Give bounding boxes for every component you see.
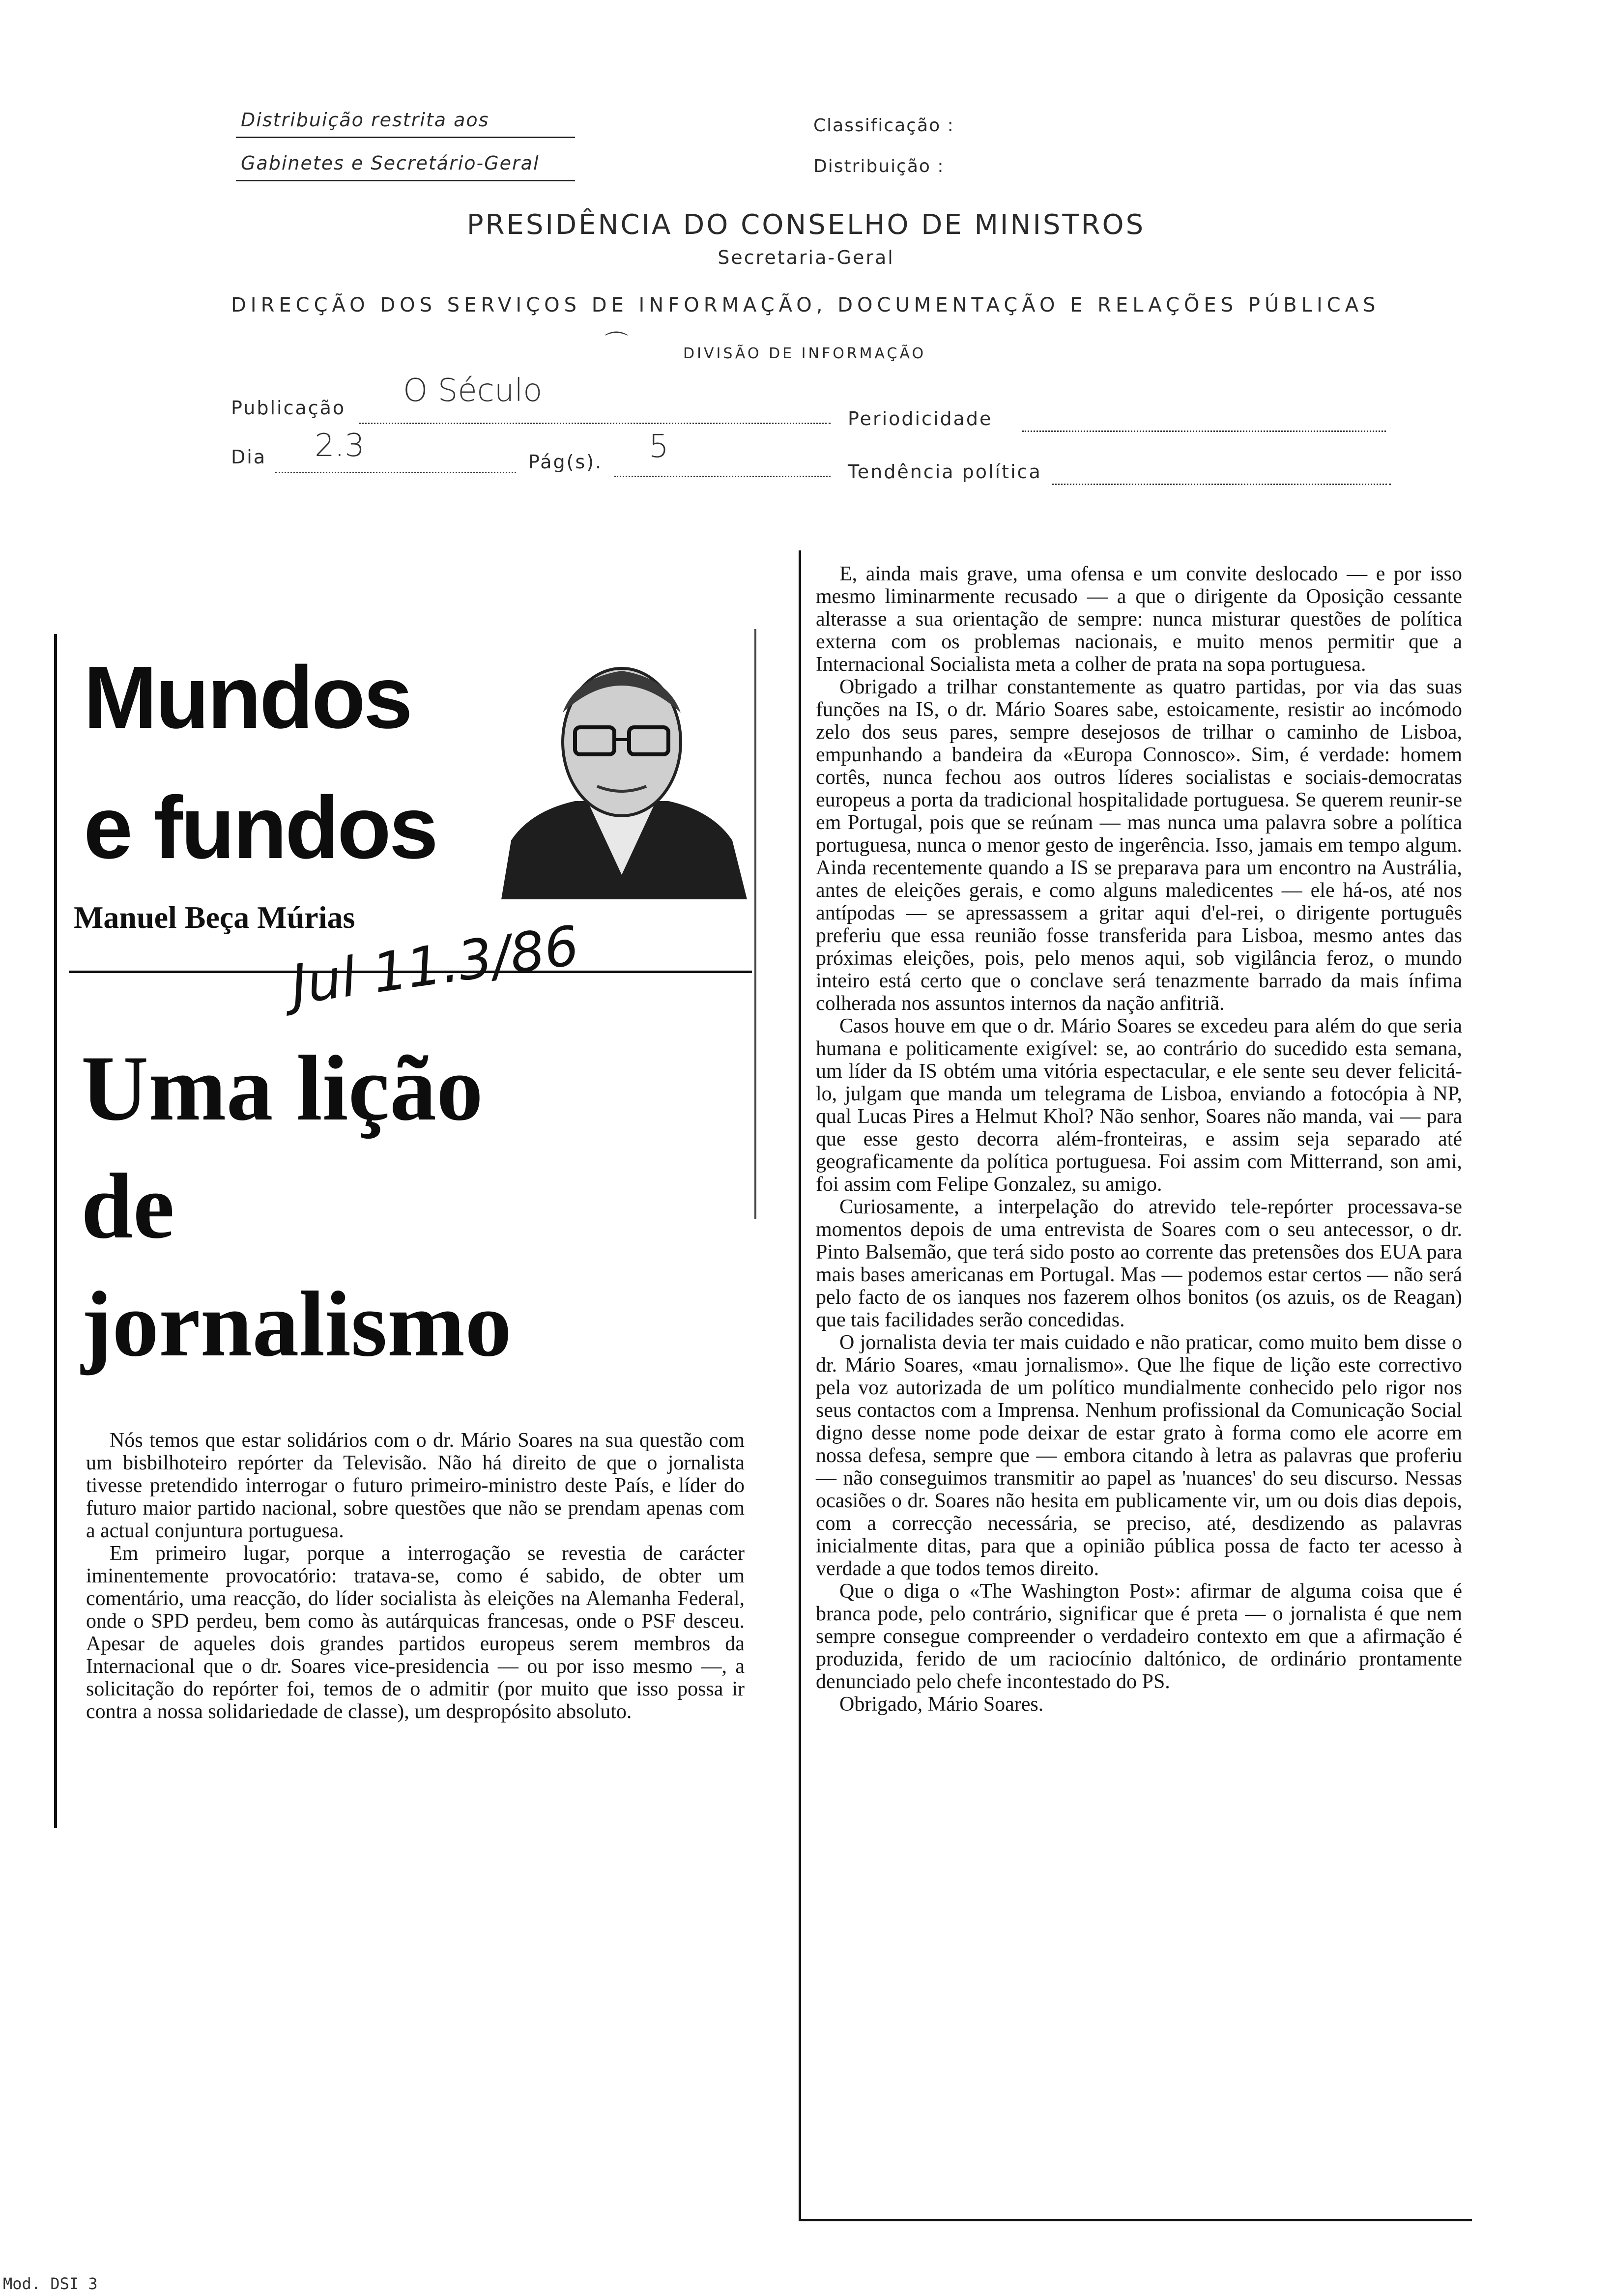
restriction-line-2: Gabinetes e Secretário-Geral — [241, 152, 540, 174]
distribution-label: Distribuição : — [813, 156, 945, 176]
periodicity-line — [1022, 430, 1386, 432]
publication-value: O Século — [403, 373, 543, 409]
body-paragraph: Que o diga o «The Washington Post»: afirmar de alguma coisa que é branca pode, pelo contrário, significar que é preta — o jornalista é que nem sempre consegue compreender o verdadeiro contexto em que a afirmação é produzida, ferido de um raciocínio daltónico, de ordinário prontamente denunciado pelo chefe incontestado do PS. — [816, 1580, 1462, 1693]
body-paragraph: Casos houve em que o dr. Mário Soares se excedeu para além do que seria humana e politicamente exigível: se, ao contrário do sucedido esta semana, um líder da IS obtém uma vitória espectacular, e ele sente seu dever felicitá-lo, julgam que manda um telegrama de Lisboa, enviando a fotocópia à NP, qual Lucas Pires a Helmut Khol? Não senhor, Soares não manda, vai — para que esse gesto decorra além-fronteiras, e assim seja separado até geograficamente da política portuguesa. Foi assim com Mitterrand, son ami, foi assim com Felipe Gonzalez, su amigo. — [816, 1015, 1462, 1196]
directorate-title: DIRECÇÃO DOS SERVIÇOS DE INFORMAÇÃO, DOCUMENTAÇÃO E RELAÇÕES PÚBLICAS — [231, 294, 1380, 316]
presidency-title: PRESIDÊNCIA DO CONSELHO DE MINISTROS — [466, 209, 1146, 241]
day-value: 2.3 — [315, 428, 365, 464]
body-paragraph: Em primeiro lugar, porque a interrogação se revestia de carácter iminentemente provocatório: tratava-se, como é sabido, de obter um comentário, uma reacção, do líder socialista às eleições na Alemanha Federal, onde o SPD perdeu, bem como às autárquicas francesas, onde o PSF desceu. Apesar de aqueles dois grandes partidos europeus serem membros da Internacional que o dr. Soares vice-presidencia — ou por isso mesmo —, a solicitação do repórter foi, temos de o admitir (por muito que isso possa ir contra a nossa solidariedade de classe), um despropósito absoluto. — [86, 1542, 745, 1723]
column-title-line-1: Mundos — [84, 648, 411, 747]
body-paragraph: Curiosamente, a interpelação do atrevido tele-repórter processava-se momentos depois de uma entrevista de Soares com o seu antecessor, o dr. Pinto Balsemão, que terá sido posto ao corrente das pretensões dos EUA para mais bases americanas em Portugal. Mas — podemos estar certos — não será pelo facto de os ianques nos fazerem olhos bonitos (os azuis, os de Reagan) que tais facilidades serão concedidas. — [816, 1196, 1462, 1331]
pages-label: Pág(s). — [528, 451, 603, 473]
column-edge-line — [754, 629, 756, 1219]
underline — [236, 180, 575, 181]
author-portrait — [491, 644, 752, 899]
classification-label: Classificação : — [813, 115, 954, 136]
body-paragraph: Nós temos que estar solidários com o dr. Mário Soares na sua questão com um bisbilhoteiro repórter da Televisão. Não há direito de que o jornalista tivesse pretendido interrogar o futuro primeiro-ministro deste País, e líder do futuro maior partido nacional, sobre questões que não se prendam apenas com a actual conjuntura portuguesa. — [86, 1429, 745, 1542]
day-line — [275, 472, 516, 473]
frame-line-right-column — [799, 550, 801, 2221]
publication-label: Publicação — [231, 397, 346, 419]
body-paragraph: E, ainda mais grave, uma ofensa e um convite deslocado — e por isso mesmo liminarmente recusado — a que o dirigente da Oposição cessante alterasse a sua orientação de sempre: nunca misturar questões de política externa com os problemas nacionais, e muito menos permitir que a Internacional Socialista meta a colher de prata na sopa portuguesa. — [816, 563, 1462, 676]
division-title: DIVISÃO DE INFORMAÇÃO — [683, 345, 926, 362]
headline-line-1: Uma lição — [81, 1037, 483, 1140]
publication-line — [359, 423, 831, 424]
right-body-column — [816, 563, 1462, 1716]
handwritten-note: Jul 11.3/86 — [287, 914, 583, 1017]
form-code: Mod. DSI 3 — [3, 2274, 98, 2293]
tendency-line — [1052, 484, 1391, 485]
headline-line-2: de — [81, 1155, 174, 1258]
tick-mark-icon: ⌒ — [604, 330, 629, 357]
frame-line-bottom — [799, 2219, 1472, 2221]
body-paragraph: Obrigado, Mário Soares. — [839, 1693, 1044, 1716]
underline — [236, 137, 575, 138]
frame-line-left — [54, 634, 57, 1828]
restriction-line-1: Distribuição restrita aos — [241, 109, 489, 131]
pages-line — [614, 476, 831, 477]
body-paragraph: O jornalista devia ter mais cuidado e não praticar, como muito bem disse o dr. Mário Soares, «mau jornalismo». Que lhe fique de lição este correctivo pela voz autorizada de um político mundialmente conhecido pelo rigor nos seus contactos com a Imprensa. Nenhum profissional da Comunicação Social digno desse nome pode deixar de estar grato à forma como ele acorre em nossa defesa, sempre que — embora citando à letra as palavras que proferiu — não conseguimos transmitir ao papel as 'nuances' do seu discurso. Nessas ocasiões o dr. Soares não hesita em publicamente vir, um ou dois dias depois, com a correcção necessária, se preciso, até, desdizendo as palavras inicialmente ditas, para que a opinião pública possa de facto ter acesso à verdade a que todos temos direito. — [816, 1331, 1462, 1580]
periodicity-label: Periodicidade — [848, 408, 993, 430]
pages-value: 5 — [649, 429, 669, 465]
headline-line-3: jornalismo — [81, 1273, 512, 1376]
tendency-label: Tendência política — [848, 461, 1042, 483]
secretariat-title: Secretaria-Geral — [718, 247, 894, 268]
author-byline: Manuel Beça Múrias — [74, 900, 355, 935]
body-paragraph: Obrigado a trilhar constantemente as quatro partidas, por via das suas funções na IS, o dr. Mário Soares sabe, estoicamente, resistir ao incómodo zelo dos seus pares, sempre desejosos de trilhar o caminho de Lisboa, empunhando a bandeira da «Europa Connosco». Sim, é verdade: homem cortês, nunca fechou aos outros líderes socialistas e sociais-democratas europeus a porta da tradicional hospitalidade portuguesa. Se querem reunir-se em Portugal, pois que se reúnam — mas nunca uma palavra sobre a política portuguesa, nunca o menor gesto de ingerência. Isso, jamais em tempo algum. Ainda recentemente quando a IS se preparava para um encontro na Austrália, antes de eleições gerais, e como alguns maledicentes — ele há-os, até nos antípodas — se apressassem a gritar aqui d'el-rei, o dirigente português preferiu que essa reunião fosse transferida para Lisboa, mesmo antes das próximas eleições, pois, pelo menos aqui, sob vigilância feroz, o mundo inteiro está certo que o conclave será tenazmente barrado da mais ínfima colherada nos assuntos internos da nação anfitriã. — [816, 676, 1462, 1015]
day-label: Dia — [231, 446, 267, 468]
column-title-line-2: e fundos — [84, 778, 436, 877]
left-body-column — [86, 1429, 745, 1723]
